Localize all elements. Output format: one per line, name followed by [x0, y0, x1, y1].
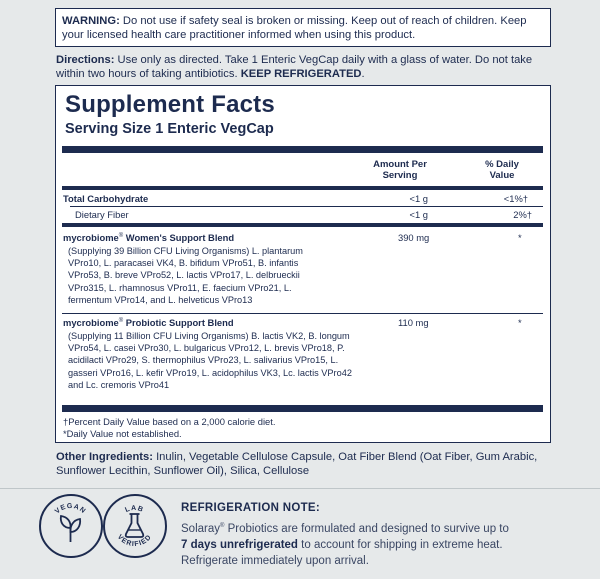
thick-rule	[62, 146, 543, 153]
nutrient-amount: <1 g	[409, 209, 428, 220]
nutrient-name: Total Carbohydrate	[63, 193, 149, 204]
refrigeration-line-3: Refrigerate immediately upon arrival.	[181, 555, 369, 568]
refrigeration-note	[181, 501, 571, 570]
vegan-leaf-icon	[41, 496, 100, 555]
svg-text:VEGAN	[54, 503, 87, 515]
blend-description: (Supplying 39 Billion CFU Living Organisms) L. plantarum VPro10, L. paracasei VK4, B. bifidum VPro51, B. infantis VPro53, B. breve VPro52, L. lactis VPro17, L. delbrueckii VPro315, L. rhamnosus VPro11, E. faecium VPro21, L. fermentum VPro14, and L. helveticus VPro13	[68, 246, 303, 305]
warning-text: Do not use if safety seal is broken or missing. Keep out of reach of children. Keep your licensed health care practitioner informed when using this product.	[62, 15, 527, 41]
footnote-dv: †Percent Daily Value based on a 2,000 calorie diet.	[63, 416, 276, 427]
other-ingredients-text: Inulin, Vegetable Cellulose Capsule, Oat Fiber Blend (Oat Fiber, Gum Arabic, Sunflower Lecithin, Sunflower Oil), Silica, Cellulose	[56, 451, 538, 477]
blend-title: mycrobiome® Probiotic Support Blend	[63, 317, 234, 328]
serving-size: Serving Size 1 Enteric VegCap	[65, 121, 274, 137]
col-header-dv: % Daily Value	[485, 159, 519, 181]
footnote-not-established: *Daily Value not established.	[63, 428, 182, 439]
lab-verified-badge	[103, 494, 167, 558]
refrigeration-line-2: 7 days unrefrigerated to account for shipping in extreme heat.	[181, 539, 503, 552]
directions-label: Directions:	[56, 54, 115, 66]
directions-emphasis: KEEP REFRIGERATED	[240, 68, 362, 80]
thick-rule	[62, 405, 543, 412]
svg-text:LAB	[124, 505, 144, 514]
medium-rule	[62, 186, 543, 190]
refrigeration-line-1: Solaray® Probiotics are formulated and designed to survive up to	[181, 523, 509, 535]
nutrient-amount: <1 g	[409, 193, 428, 204]
blend-dv: *	[518, 317, 522, 328]
supplement-facts-panel	[55, 85, 551, 443]
col-header-amount: Amount Per Serving	[373, 159, 427, 181]
directions-text: Use only as directed. Take 1 Enteric VegCap daily with a glass of water. Do not take within two hours of taking antibiotics.	[56, 54, 533, 80]
vegan-badge-text: VEGAN	[53, 502, 88, 516]
warning-box	[55, 8, 551, 47]
section-divider	[0, 488, 600, 489]
blend-description: (Supplying 11 Billion CFU Living Organisms) B. lactis VK2, B. longum VPro54, L. casei VPro30, L. bulgaricus VPro12, L. brevis VPro18, P. acidilacti VPro29, S. thermophilus VPro23, L. salivarius VPro15, L. gasseri VPro16, L. kefir VPro19, L. acidophilus VK3, Lc. lactis VPro42 and Lc. cremoris VPro41	[68, 331, 352, 390]
nutrient-dv: 2%†	[513, 209, 532, 220]
blend-title: mycrobiome® Women's Support Blend	[63, 232, 235, 243]
nutrient-name: Dietary Fiber	[75, 209, 129, 220]
other-ingredients-label: Other Ingredients:	[56, 451, 153, 463]
directions-paragraph: Directions: Use only as directed. Take 1 Enteric VegCap daily with a glass of water. Do not take within two hours of taking antibiotics. KEEP REFRIGERATED.	[56, 54, 533, 80]
medium-rule	[62, 223, 543, 227]
refrigeration-heading: REFRIGERATION NOTE:	[181, 502, 321, 514]
blend-dv: *	[518, 232, 522, 243]
lab-badge-bottom-text: VERIFIED	[115, 533, 154, 549]
svg-text:VERIFIED	[116, 534, 154, 549]
nutrient-dv: <1%†	[503, 193, 528, 204]
blend-amount: 390 mg	[398, 232, 430, 243]
thin-rule	[62, 313, 543, 314]
other-ingredients	[56, 450, 556, 478]
flask-icon	[105, 496, 164, 555]
facts-title: Supplement Facts	[65, 91, 275, 118]
lab-badge-top-text: LAB	[124, 504, 145, 515]
blend-amount: 110 mg	[398, 317, 429, 328]
thin-rule	[70, 206, 543, 207]
vegan-badge	[39, 494, 103, 558]
warning-label: WARNING:	[62, 15, 120, 27]
